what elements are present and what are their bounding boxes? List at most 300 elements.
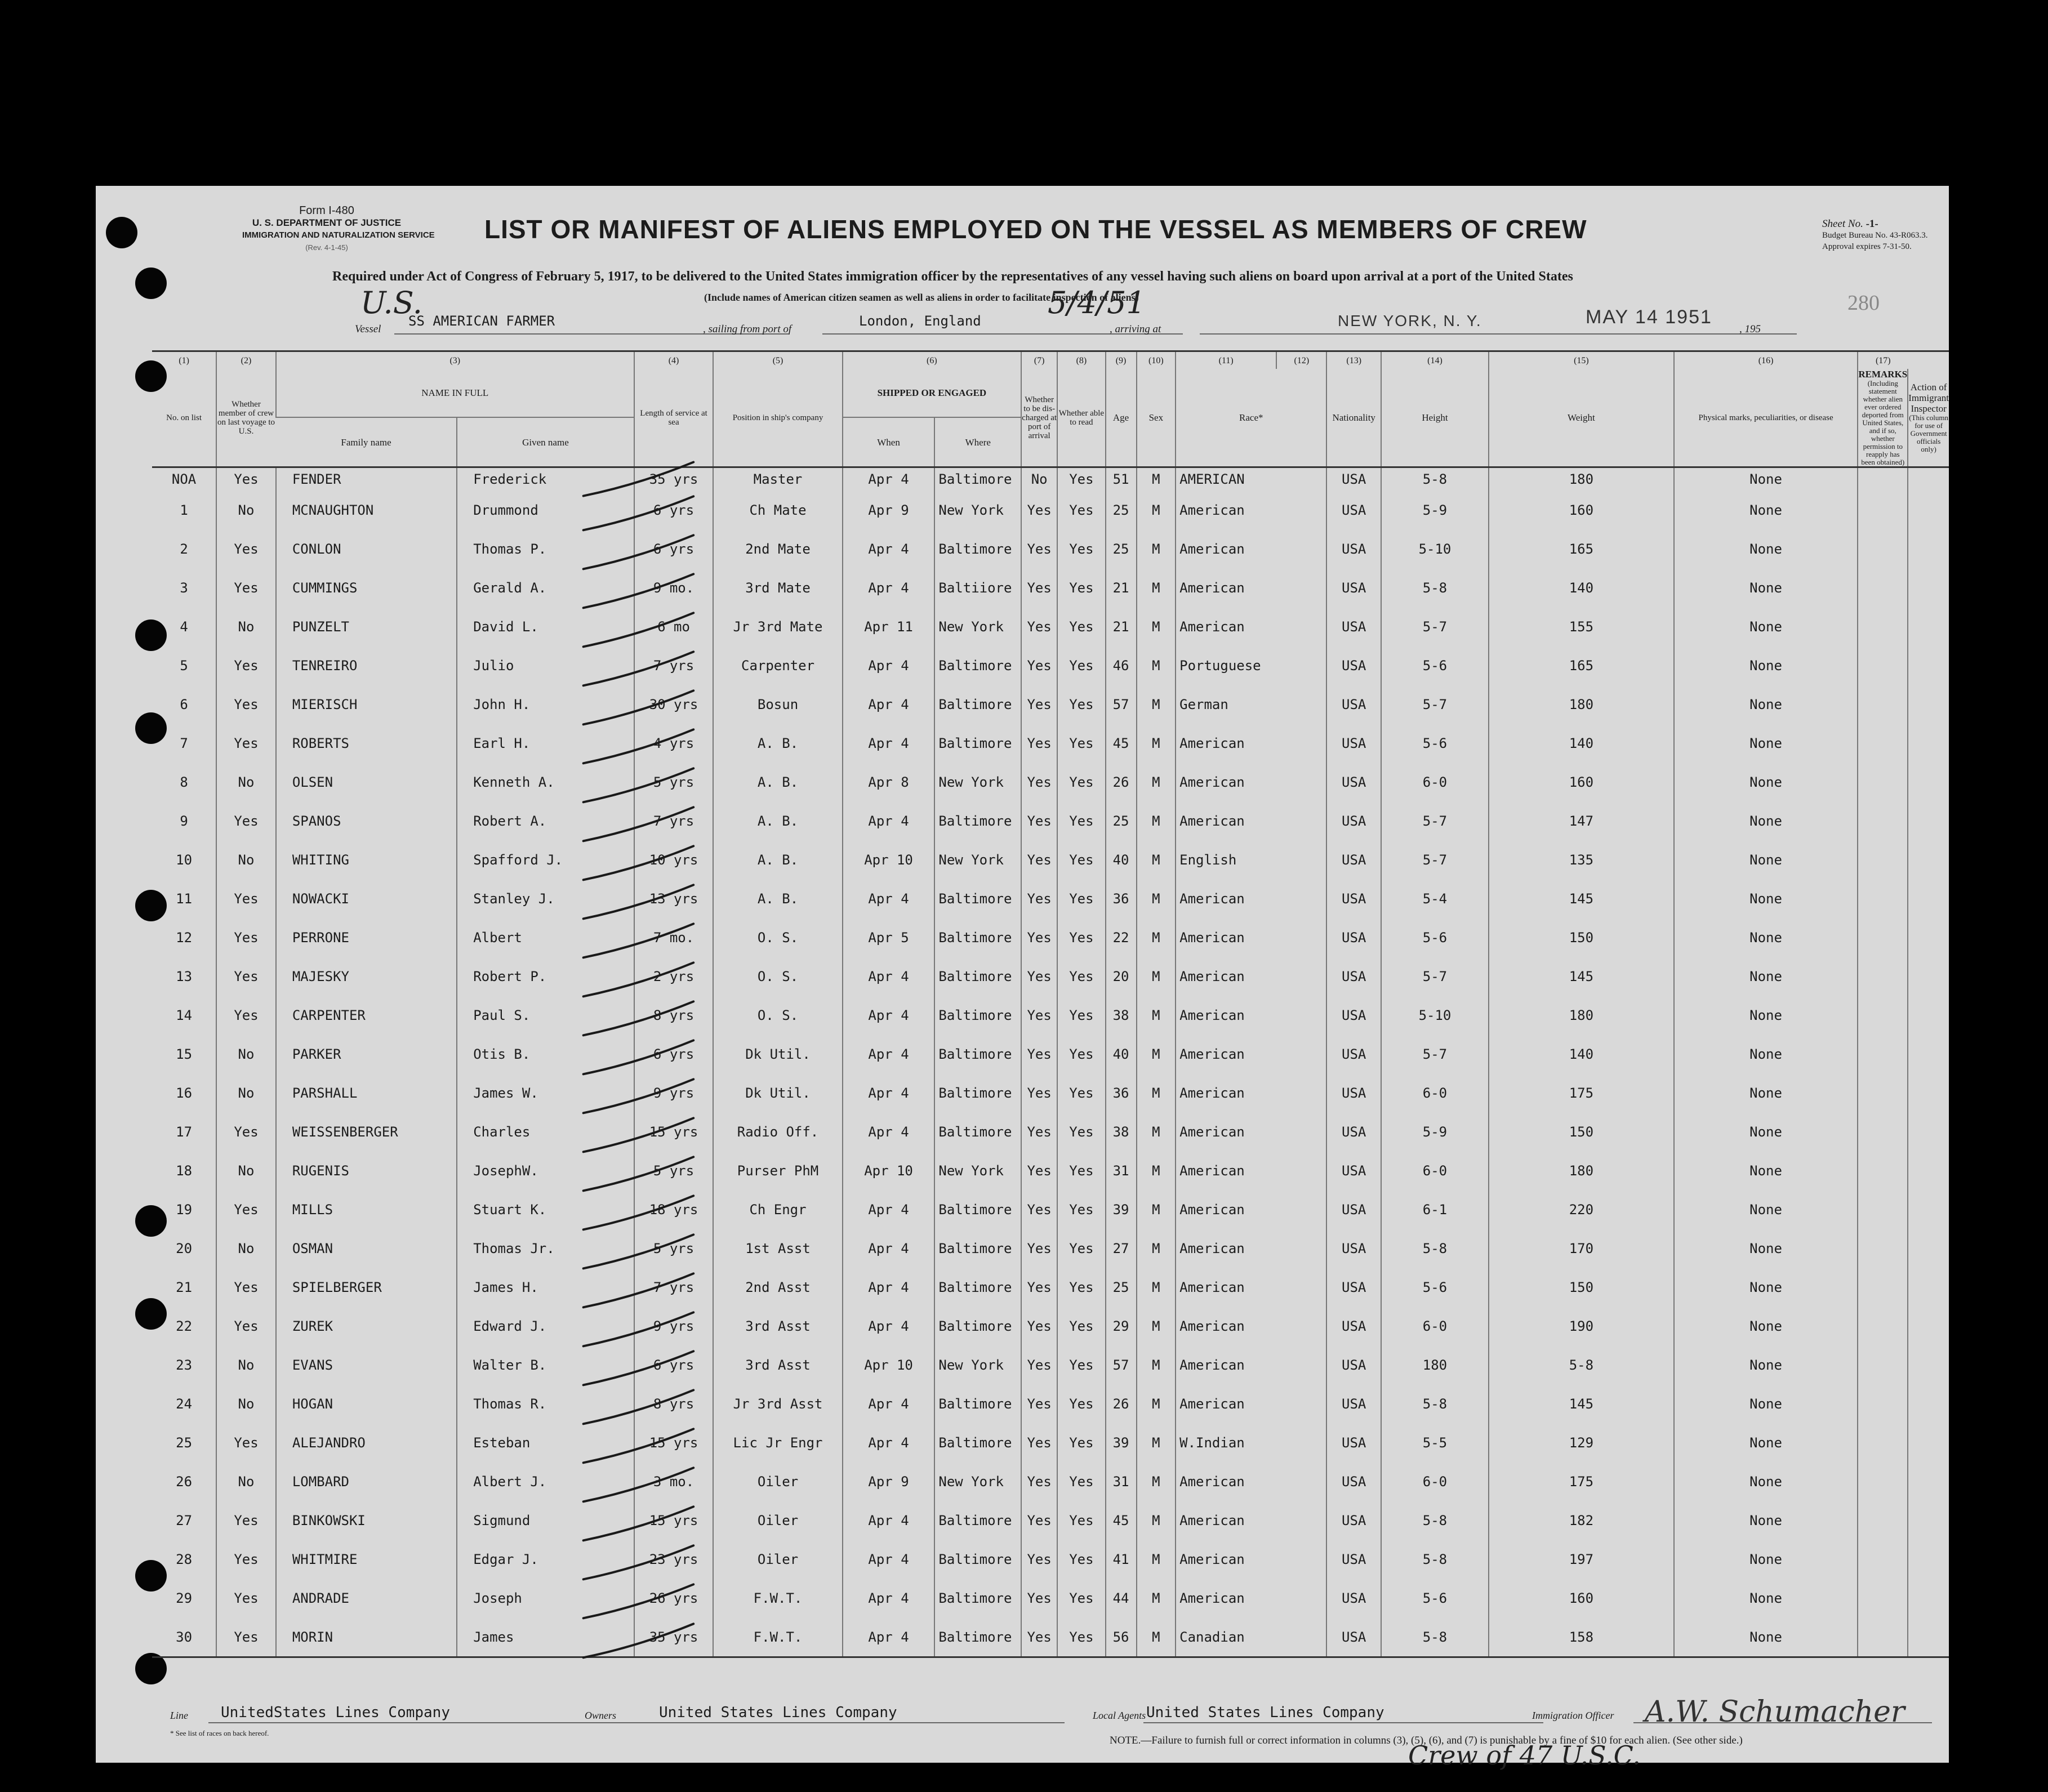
cell-race: American bbox=[1176, 879, 1326, 918]
cell-last-voyage: Yes bbox=[216, 529, 276, 568]
cell-height: 5-7 bbox=[1381, 607, 1489, 646]
table-row bbox=[152, 491, 1949, 529]
cell-race: American bbox=[1176, 1540, 1326, 1579]
cell-able-read: Yes bbox=[1057, 1112, 1105, 1151]
cell-where: New York bbox=[934, 1345, 1021, 1384]
cell-when: Apr 4 bbox=[843, 1035, 935, 1073]
cell-given-name: Walter B. bbox=[457, 1345, 634, 1384]
cell-no: 8 bbox=[180, 774, 188, 790]
cell-age: 20 bbox=[1106, 957, 1137, 996]
cell-given-name: Robert P. bbox=[457, 957, 634, 996]
cell-race: German bbox=[1176, 685, 1326, 724]
cell-position: 2nd Asst bbox=[713, 1268, 842, 1307]
cell-where: New York bbox=[934, 763, 1021, 801]
header-length-service: Length of service at sea bbox=[634, 369, 714, 467]
table-row bbox=[152, 1423, 1949, 1462]
cell-race: American bbox=[1176, 724, 1326, 763]
cell-remarks bbox=[1858, 1268, 1908, 1307]
cell-when: Apr 4 bbox=[843, 685, 935, 724]
col-number: (13) bbox=[1326, 351, 1381, 369]
cell-length-service: 5 yrs bbox=[634, 1151, 714, 1190]
cell-height: 5-4 bbox=[1381, 879, 1489, 918]
cell-last-voyage: Yes bbox=[216, 1579, 276, 1617]
cell-given-name: Thomas R. bbox=[457, 1384, 634, 1423]
cell-no: 13 bbox=[176, 968, 193, 984]
cell-position: Ch Engr bbox=[713, 1190, 842, 1229]
cell-where: Baltimore bbox=[934, 529, 1021, 568]
cell-given-name: Charles bbox=[457, 1112, 634, 1151]
cell-length-service: 23 yrs bbox=[634, 1540, 714, 1579]
cell-length-service: 35 yrs bbox=[634, 467, 714, 491]
cell-nationality: USA bbox=[1326, 1423, 1381, 1462]
table-row bbox=[152, 879, 1949, 918]
cell-where: Baltimore bbox=[934, 957, 1021, 996]
cell-height: 5-6 bbox=[1381, 918, 1489, 957]
header-family-name: Family name bbox=[276, 417, 457, 467]
col-number: (1) bbox=[179, 355, 189, 365]
form-identifier bbox=[242, 204, 435, 254]
cell-height: 5-6 bbox=[1381, 646, 1489, 685]
cell-sex: M bbox=[1137, 724, 1176, 763]
cell-race: American bbox=[1176, 1035, 1326, 1073]
cell-action bbox=[1908, 1501, 1949, 1540]
cell-age: 25 bbox=[1106, 491, 1137, 529]
owners-value: United States Lines Company bbox=[659, 1704, 897, 1721]
cell-when: Apr 4 bbox=[843, 529, 935, 568]
cell-no: 23 bbox=[176, 1357, 193, 1373]
cell-when: Apr 4 bbox=[843, 1229, 935, 1268]
cell-position: O. S. bbox=[713, 957, 842, 996]
cell-sex: M bbox=[1137, 1345, 1176, 1384]
cell-position: F.W.T. bbox=[713, 1579, 842, 1617]
cell-sex: M bbox=[1137, 1268, 1176, 1307]
cell-sex: M bbox=[1137, 763, 1176, 801]
cell-no: 10 bbox=[176, 852, 193, 868]
cell-action bbox=[1908, 685, 1949, 724]
cell-last-voyage: Yes bbox=[216, 724, 276, 763]
cell-nationality: USA bbox=[1326, 879, 1381, 918]
cell-remarks bbox=[1858, 1035, 1908, 1073]
cell-height: 5-8 bbox=[1381, 568, 1489, 607]
cell-when: Apr 10 bbox=[843, 1345, 935, 1384]
cell-where: Baltimore bbox=[934, 1540, 1021, 1579]
cell-where: New York bbox=[934, 840, 1021, 879]
cell-discharged: Yes bbox=[1021, 1579, 1057, 1617]
cell-length-service: 6 yrs bbox=[634, 529, 714, 568]
cell-race: American bbox=[1176, 568, 1326, 607]
cell-family-name: ZUREK bbox=[276, 1307, 457, 1345]
cell-last-voyage: No bbox=[216, 607, 276, 646]
cell-able-read: Yes bbox=[1057, 957, 1105, 996]
cell-last-voyage: Yes bbox=[216, 467, 276, 491]
table-row bbox=[152, 1229, 1949, 1268]
header-able-read: Whether able to read bbox=[1057, 369, 1105, 467]
cell-race: American bbox=[1176, 801, 1326, 840]
cell-family-name: CUMMINGS bbox=[276, 568, 457, 607]
col-number: (14) bbox=[1381, 351, 1489, 369]
cell-family-name: WEISSENBERGER bbox=[276, 1112, 457, 1151]
table-row bbox=[152, 763, 1949, 801]
cell-where: Baltimore bbox=[934, 467, 1021, 491]
cell-family-name: PUNZELT bbox=[276, 607, 457, 646]
remarks-title: REMARKS bbox=[1858, 369, 1908, 380]
stamp-number: 280 bbox=[1847, 291, 1880, 315]
cell-discharged: Yes bbox=[1021, 529, 1057, 568]
cell-height: 5-6 bbox=[1381, 1268, 1489, 1307]
header-name-in-full: NAME IN FULL bbox=[276, 369, 634, 417]
cell-no: 9 bbox=[180, 813, 188, 829]
cell-where: Baltiiore bbox=[934, 568, 1021, 607]
cell-weight: 145 bbox=[1489, 1384, 1674, 1423]
cell-age: 21 bbox=[1106, 568, 1137, 607]
cell-able-read: Yes bbox=[1057, 1268, 1105, 1307]
cell-age: 36 bbox=[1106, 1073, 1137, 1112]
cell-race: American bbox=[1176, 1579, 1326, 1617]
cell-able-read: Yes bbox=[1057, 918, 1105, 957]
table-row bbox=[152, 918, 1949, 957]
cell-where: Baltimore bbox=[934, 1190, 1021, 1229]
cell-when: Apr 10 bbox=[843, 840, 935, 879]
cell-remarks bbox=[1858, 801, 1908, 840]
cell-action bbox=[1908, 1540, 1949, 1579]
cell-when: Apr 4 bbox=[843, 1501, 935, 1540]
cell-remarks bbox=[1858, 1307, 1908, 1345]
cell-sex: M bbox=[1137, 1617, 1176, 1657]
cell-where: Baltimore bbox=[934, 879, 1021, 918]
cell-height: 6-0 bbox=[1381, 1307, 1489, 1345]
crew-manifest-table bbox=[152, 350, 1949, 1658]
cell-where: Baltimore bbox=[934, 1268, 1021, 1307]
cell-action bbox=[1908, 996, 1949, 1035]
line-value: UnitedStates Lines Company bbox=[221, 1704, 450, 1721]
cell-able-read: Yes bbox=[1057, 1345, 1105, 1384]
cell-action bbox=[1908, 491, 1949, 529]
cell-when: Apr 4 bbox=[843, 467, 935, 491]
cell-discharged: Yes bbox=[1021, 724, 1057, 763]
cell-weight: 165 bbox=[1489, 646, 1674, 685]
cell-no: NOA bbox=[171, 471, 197, 487]
cell-able-read: Yes bbox=[1057, 1307, 1105, 1345]
cell-position: Radio Off. bbox=[713, 1112, 842, 1151]
cell-family-name: SPANOS bbox=[276, 801, 457, 840]
cell-weight: 145 bbox=[1489, 957, 1674, 996]
cell-discharged: Yes bbox=[1021, 685, 1057, 724]
cell-position: 2nd Mate bbox=[713, 529, 842, 568]
cell-remarks bbox=[1858, 1579, 1908, 1617]
col-number: (7) bbox=[1021, 351, 1057, 369]
cell-nationality: USA bbox=[1326, 467, 1381, 491]
cell-age: 44 bbox=[1106, 1579, 1137, 1617]
cell-physical-marks: None bbox=[1674, 1073, 1858, 1112]
cell-able-read: Yes bbox=[1057, 801, 1105, 840]
vessel-handwritten: U.S. bbox=[360, 285, 422, 320]
cell-age: 38 bbox=[1106, 1112, 1137, 1151]
cell-discharged: Yes bbox=[1021, 840, 1057, 879]
cell-no: 22 bbox=[176, 1318, 193, 1334]
cell-no: 5 bbox=[180, 657, 188, 674]
cell-position: Jr 3rd Asst bbox=[713, 1384, 842, 1423]
cell-race: American bbox=[1176, 1384, 1326, 1423]
cell-given-name: Edgar J. bbox=[457, 1540, 634, 1579]
cell-weight: 160 bbox=[1489, 491, 1674, 529]
cell-position: Bosun bbox=[713, 685, 842, 724]
cell-no: 11 bbox=[176, 890, 193, 907]
cell-able-read: Yes bbox=[1057, 840, 1105, 879]
cell-discharged: Yes bbox=[1021, 1307, 1057, 1345]
cell-age: 57 bbox=[1106, 685, 1137, 724]
cell-action bbox=[1908, 1112, 1949, 1151]
col-number: (16) bbox=[1674, 351, 1858, 369]
cell-race: American bbox=[1176, 996, 1326, 1035]
cell-weight: 135 bbox=[1489, 840, 1674, 879]
table-row bbox=[152, 1190, 1949, 1229]
cell-where: New York bbox=[934, 491, 1021, 529]
cell-sex: M bbox=[1137, 568, 1176, 607]
column-header-row bbox=[152, 369, 1949, 417]
page-subtitle: Required under Act of Congress of February 5, 1917, to be delivered to the United States immigration officer by the representatives of any vessel having such aliens on board upon arrival at a port of the United States bbox=[332, 269, 1573, 284]
table-row bbox=[152, 1617, 1949, 1657]
cell-nationality: USA bbox=[1326, 957, 1381, 996]
cell-race: Portuguese bbox=[1176, 646, 1326, 685]
table-row bbox=[152, 607, 1949, 646]
cell-no: 6 bbox=[180, 696, 188, 712]
table-row bbox=[152, 1151, 1949, 1190]
footer bbox=[96, 1695, 1949, 1771]
cell-sex: M bbox=[1137, 529, 1176, 568]
table-row bbox=[152, 467, 1949, 491]
cell-length-service: 2 yrs bbox=[634, 957, 714, 996]
cell-physical-marks: None bbox=[1674, 763, 1858, 801]
cell-given-name: Otis B. bbox=[457, 1035, 634, 1073]
cell-remarks bbox=[1858, 1229, 1908, 1268]
cell-sex: M bbox=[1137, 918, 1176, 957]
cell-discharged: Yes bbox=[1021, 918, 1057, 957]
header-where: Where bbox=[934, 417, 1021, 467]
cell-discharged: Yes bbox=[1021, 996, 1057, 1035]
punch-hole bbox=[135, 268, 167, 299]
cell-length-service: 15 yrs bbox=[634, 1501, 714, 1540]
cell-height: 5-7 bbox=[1381, 840, 1489, 879]
cell-discharged: Yes bbox=[1021, 491, 1057, 529]
cell-where: Baltimore bbox=[934, 724, 1021, 763]
cell-family-name: WHITMIRE bbox=[276, 1540, 457, 1579]
cell-no: 18 bbox=[176, 1162, 193, 1179]
cell-physical-marks: None bbox=[1674, 724, 1858, 763]
cell-family-name: BINKOWSKI bbox=[276, 1501, 457, 1540]
cell-given-name: Frederick bbox=[457, 467, 634, 491]
cell-physical-marks: None bbox=[1674, 918, 1858, 957]
cell-physical-marks: None bbox=[1674, 801, 1858, 840]
cell-family-name: MORIN bbox=[276, 1617, 457, 1657]
header-shipped-engaged: SHIPPED OR ENGAGED bbox=[843, 369, 1021, 417]
cell-race: American bbox=[1176, 607, 1326, 646]
cell-position: O. S. bbox=[713, 996, 842, 1035]
cell-last-voyage: Yes bbox=[216, 1307, 276, 1345]
header-discharged: Whether to be dis-charged at port of arrival bbox=[1021, 369, 1057, 467]
cell-remarks bbox=[1858, 840, 1908, 879]
cell-action bbox=[1908, 1462, 1949, 1501]
cell-weight: 150 bbox=[1489, 1112, 1674, 1151]
arrival-date-stamp: MAY 14 1951 bbox=[1586, 306, 1712, 328]
cell-nationality: USA bbox=[1326, 1112, 1381, 1151]
header-race: Race* bbox=[1176, 369, 1326, 467]
cell-last-voyage: No bbox=[216, 1229, 276, 1268]
cell-when: Apr 4 bbox=[843, 1190, 935, 1229]
table-row bbox=[152, 1307, 1949, 1345]
cell-able-read: Yes bbox=[1057, 1190, 1105, 1229]
cell-height: 5-5 bbox=[1381, 1423, 1489, 1462]
cell-discharged: Yes bbox=[1021, 1112, 1057, 1151]
cell-family-name: ANDRADE bbox=[276, 1579, 457, 1617]
cell-when: Apr 4 bbox=[843, 801, 935, 840]
cell-age: 31 bbox=[1106, 1151, 1137, 1190]
cell-family-name: PARSHALL bbox=[276, 1073, 457, 1112]
header-physical-marks: Physical marks, peculiarities, or disease bbox=[1674, 369, 1858, 467]
cell-sex: M bbox=[1137, 840, 1176, 879]
cell-length-service: 10 yrs bbox=[634, 840, 714, 879]
cell-weight: 150 bbox=[1489, 1268, 1674, 1307]
cell-family-name: ROBERTS bbox=[276, 724, 457, 763]
cell-nationality: USA bbox=[1326, 1151, 1381, 1190]
arriving-label: , arriving at bbox=[1110, 323, 1161, 335]
cell-remarks bbox=[1858, 1501, 1908, 1540]
cell-last-voyage: No bbox=[216, 1345, 276, 1384]
col-number: (12) bbox=[1276, 351, 1326, 369]
officer-label: Immigration Officer bbox=[1532, 1710, 1614, 1721]
cell-age: 41 bbox=[1106, 1540, 1137, 1579]
cell-height: 5-8 bbox=[1381, 1617, 1489, 1657]
cell-nationality: USA bbox=[1326, 1501, 1381, 1540]
cell-family-name: LOMBARD bbox=[276, 1462, 457, 1501]
cell-discharged: Yes bbox=[1021, 957, 1057, 996]
cell-last-voyage: Yes bbox=[216, 646, 276, 685]
cell-remarks bbox=[1858, 996, 1908, 1035]
cell-given-name: Albert J. bbox=[457, 1462, 634, 1501]
cell-no: 24 bbox=[176, 1396, 193, 1412]
cell-length-service: 8 yrs bbox=[634, 1384, 714, 1423]
header-when: When bbox=[843, 417, 935, 467]
cell-last-voyage: No bbox=[216, 1073, 276, 1112]
cell-given-name: Stanley J. bbox=[457, 879, 634, 918]
cell-nationality: USA bbox=[1326, 1190, 1381, 1229]
cell-position: Ch Mate bbox=[713, 491, 842, 529]
cell-action bbox=[1908, 1151, 1949, 1190]
cell-physical-marks: None bbox=[1674, 491, 1858, 529]
cell-given-name: Drummond bbox=[457, 491, 634, 529]
cell-race: American bbox=[1176, 1190, 1326, 1229]
cell-length-service: 6 mo bbox=[634, 607, 714, 646]
cell-action bbox=[1908, 724, 1949, 763]
cell-when: Apr 11 bbox=[843, 607, 935, 646]
cell-remarks bbox=[1858, 646, 1908, 685]
cell-sex: M bbox=[1137, 801, 1176, 840]
col-number: (8) bbox=[1057, 351, 1105, 369]
cell-weight: 145 bbox=[1489, 879, 1674, 918]
cell-physical-marks: None bbox=[1674, 1501, 1858, 1540]
cell-height: 5-8 bbox=[1381, 1229, 1489, 1268]
cell-discharged: Yes bbox=[1021, 801, 1057, 840]
cell-remarks bbox=[1858, 1112, 1908, 1151]
punch-hole bbox=[106, 217, 137, 248]
cell-able-read: Yes bbox=[1057, 1384, 1105, 1423]
cell-remarks bbox=[1858, 957, 1908, 996]
cell-sex: M bbox=[1137, 646, 1176, 685]
cell-family-name: PERRONE bbox=[276, 918, 457, 957]
cell-family-name: TENREIRO bbox=[276, 646, 457, 685]
cell-last-voyage: No bbox=[216, 1462, 276, 1501]
cell-given-name: James W. bbox=[457, 1073, 634, 1112]
header-nationality: Nationality bbox=[1326, 369, 1381, 467]
cell-no: 15 bbox=[176, 1046, 193, 1062]
cell-sex: M bbox=[1137, 1151, 1176, 1190]
action-note: (This column for use of Government officials only) bbox=[1909, 413, 1948, 453]
header-sex: Sex bbox=[1137, 369, 1176, 467]
cell-height: 5-7 bbox=[1381, 801, 1489, 840]
cell-last-voyage: Yes bbox=[216, 996, 276, 1035]
header-action bbox=[1908, 369, 1949, 467]
cell-given-name: Spafford J. bbox=[457, 840, 634, 879]
cell-action bbox=[1908, 1229, 1949, 1268]
cell-nationality: USA bbox=[1326, 1384, 1381, 1423]
cell-family-name: HOGAN bbox=[276, 1384, 457, 1423]
cell-able-read: Yes bbox=[1057, 1462, 1105, 1501]
cell-position: Master bbox=[713, 467, 842, 491]
cell-nationality: USA bbox=[1326, 568, 1381, 607]
cell-physical-marks: None bbox=[1674, 957, 1858, 996]
cell-length-service: 7 mo. bbox=[634, 918, 714, 957]
cell-physical-marks: None bbox=[1674, 879, 1858, 918]
cell-where: Baltimore bbox=[934, 1501, 1021, 1540]
cell-nationality: USA bbox=[1326, 763, 1381, 801]
cell-action bbox=[1908, 1384, 1949, 1423]
cell-nationality: USA bbox=[1326, 1462, 1381, 1501]
year-suffix: , 195 bbox=[1739, 323, 1761, 335]
cell-no: 3 bbox=[180, 579, 188, 596]
cell-family-name: SPIELBERGER bbox=[276, 1268, 457, 1307]
cell-family-name: CARPENTER bbox=[276, 996, 457, 1035]
cell-race: American bbox=[1176, 957, 1326, 996]
cell-race: American bbox=[1176, 763, 1326, 801]
col-number: (6) bbox=[843, 351, 1021, 369]
cell-no: 7 bbox=[180, 735, 188, 751]
cell-discharged: Yes bbox=[1021, 879, 1057, 918]
table-row bbox=[152, 724, 1949, 763]
col-number: (11) bbox=[1176, 351, 1276, 369]
cell-able-read: Yes bbox=[1057, 607, 1105, 646]
cell-nationality: USA bbox=[1326, 646, 1381, 685]
cell-nationality: USA bbox=[1326, 1617, 1381, 1657]
cell-family-name: MIERISCH bbox=[276, 685, 457, 724]
cell-no: 26 bbox=[176, 1473, 193, 1490]
cell-when: Apr 4 bbox=[843, 1268, 935, 1307]
cell-where: New York bbox=[934, 1151, 1021, 1190]
cell-given-name: David L. bbox=[457, 607, 634, 646]
cell-race: American bbox=[1176, 529, 1326, 568]
header-height: Height bbox=[1381, 369, 1489, 467]
cell-given-name: Joseph bbox=[457, 1579, 634, 1617]
cell-sex: M bbox=[1137, 607, 1176, 646]
cell-weight: 180 bbox=[1489, 467, 1674, 491]
cell-physical-marks: None bbox=[1674, 1112, 1858, 1151]
table-row bbox=[152, 685, 1949, 724]
cell-height: 5-8 bbox=[1381, 1384, 1489, 1423]
cell-action bbox=[1908, 1073, 1949, 1112]
cell-sex: M bbox=[1137, 1035, 1176, 1073]
cell-where: Baltimore bbox=[934, 646, 1021, 685]
cell-when: Apr 4 bbox=[843, 996, 935, 1035]
cell-remarks bbox=[1858, 607, 1908, 646]
cell-length-service: 5 yrs bbox=[634, 763, 714, 801]
